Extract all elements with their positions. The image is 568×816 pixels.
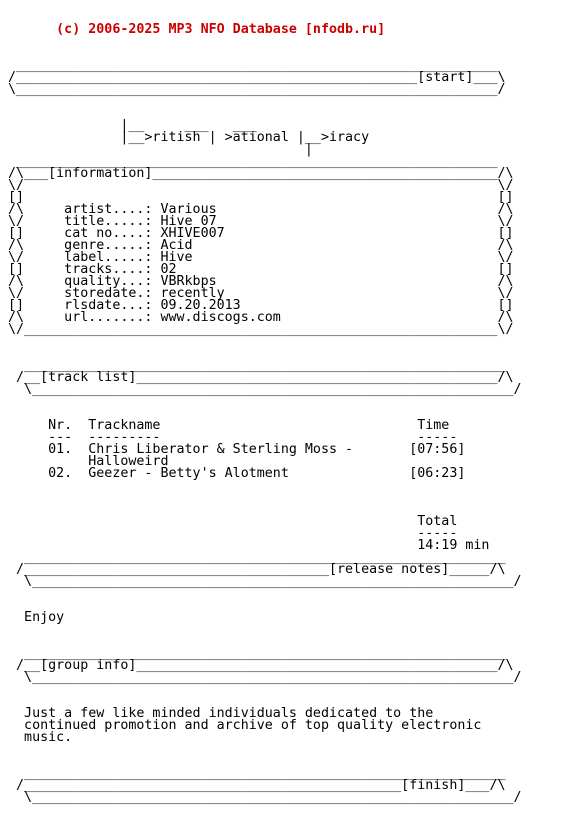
nfo-line: ----- xyxy=(8,526,458,541)
nfo-line xyxy=(8,600,522,612)
nfo-line: ____________________________________________________________ xyxy=(8,550,506,565)
nfo-line: Halloweird xyxy=(8,454,169,469)
nfo-line: 01. Chris Liberator & Sterling Moss - [07:56] xyxy=(8,442,466,457)
nfo-line: \____________________________________________________________/ xyxy=(8,670,522,685)
nfo-line: /\ artist....: Various /\ xyxy=(8,202,514,217)
nfo-line: /\___[information]___________________________________________/\ xyxy=(8,166,514,181)
nfo-line: [] rlsdate...: 09.20.2013 [] xyxy=(8,298,514,313)
nfo-line: /______________________________________[release notes]_____/\ xyxy=(8,562,506,577)
nfo-line xyxy=(8,336,522,348)
nfo-line: --- --------- ----- xyxy=(8,430,458,445)
nfo-line: /\ url.......: www.discogs.com /\ xyxy=(8,310,514,325)
nfo-line: [] tracks....: 02 [] xyxy=(8,262,514,277)
nfo-line: |__ ___ ___ xyxy=(8,118,257,133)
nfo-line: music. xyxy=(8,730,73,745)
nfo-line: | xyxy=(8,142,313,157)
nfo-line: ____________________________________________________________ xyxy=(8,646,506,661)
nfo-line: Enjoy xyxy=(8,610,65,625)
nfo-line: Just a few like minded individuals dedicated to the xyxy=(8,706,434,721)
nfo-line xyxy=(8,96,522,108)
nfo-line: ____________________________________________________________ xyxy=(8,154,498,169)
nfo-line: \/ label.....: Hive \/ xyxy=(8,250,514,265)
nfo-line: \/ storedate.: recently \/ xyxy=(8,286,514,301)
nfo-line: ____________________________________________________________ xyxy=(8,58,498,73)
nfo-line xyxy=(8,744,522,756)
nfo-line xyxy=(8,684,522,696)
nfo-line: /__[track list]_____________________________________________/\ xyxy=(8,370,514,385)
nfo-line: 02. Geezer - Betty's Alotment [06:23] xyxy=(8,466,466,481)
nfo-line: ____________________________________________________________ xyxy=(8,766,506,781)
nfo-line: [] [] xyxy=(8,190,514,205)
nfo-line: \____________________________________________________________/ xyxy=(8,82,506,97)
nfo-line xyxy=(8,588,522,600)
nfo-line xyxy=(8,396,522,408)
nfo-line xyxy=(8,480,522,492)
nfo-line: \____________________________________________________________/ xyxy=(8,382,522,397)
nfo-line: Nr. Trackname Time xyxy=(8,418,450,433)
nfo-line: \/ \/ xyxy=(8,178,514,193)
nfo-line: /_______________________________________________[finish]___/\ xyxy=(8,778,506,793)
nfo-document xyxy=(8,0,522,816)
nfo-line: [] cat no....: XHIVE007 [] xyxy=(8,226,514,241)
site-header: (c) 2006-2025 MP3 NFO Database [nfodb.ru] xyxy=(8,22,386,37)
nfo-line: ____________________________________________________________ xyxy=(8,358,506,373)
nfo-line: Total xyxy=(8,514,458,529)
nfo-body xyxy=(8,60,522,804)
nfo-line: \/ title.....: Hive 07 \/ xyxy=(8,214,514,229)
nfo-line: |__>ritish | >ational |__>iracy xyxy=(8,130,370,145)
nfo-line: /__[group info]_____________________________________________/\ xyxy=(8,658,514,673)
nfo-line: /\ genre.....: Acid /\ xyxy=(8,238,514,253)
nfo-line xyxy=(8,492,522,504)
nfo-line xyxy=(8,624,522,636)
nfo-line: /__________________________________________________[start]___\ xyxy=(8,70,506,85)
nfo-line: continued promotion and archive of top quality electronic xyxy=(8,718,482,733)
nfo-line: \____________________________________________________________/ xyxy=(8,790,522,805)
nfo-line: \____________________________________________________________/ xyxy=(8,574,522,589)
nfo-line: 14:19 min xyxy=(8,538,490,553)
nfo-line: \/___________________________________________________________\/ xyxy=(8,322,514,337)
nfo-line: /\ quality...: VBRkbps /\ xyxy=(8,274,514,289)
